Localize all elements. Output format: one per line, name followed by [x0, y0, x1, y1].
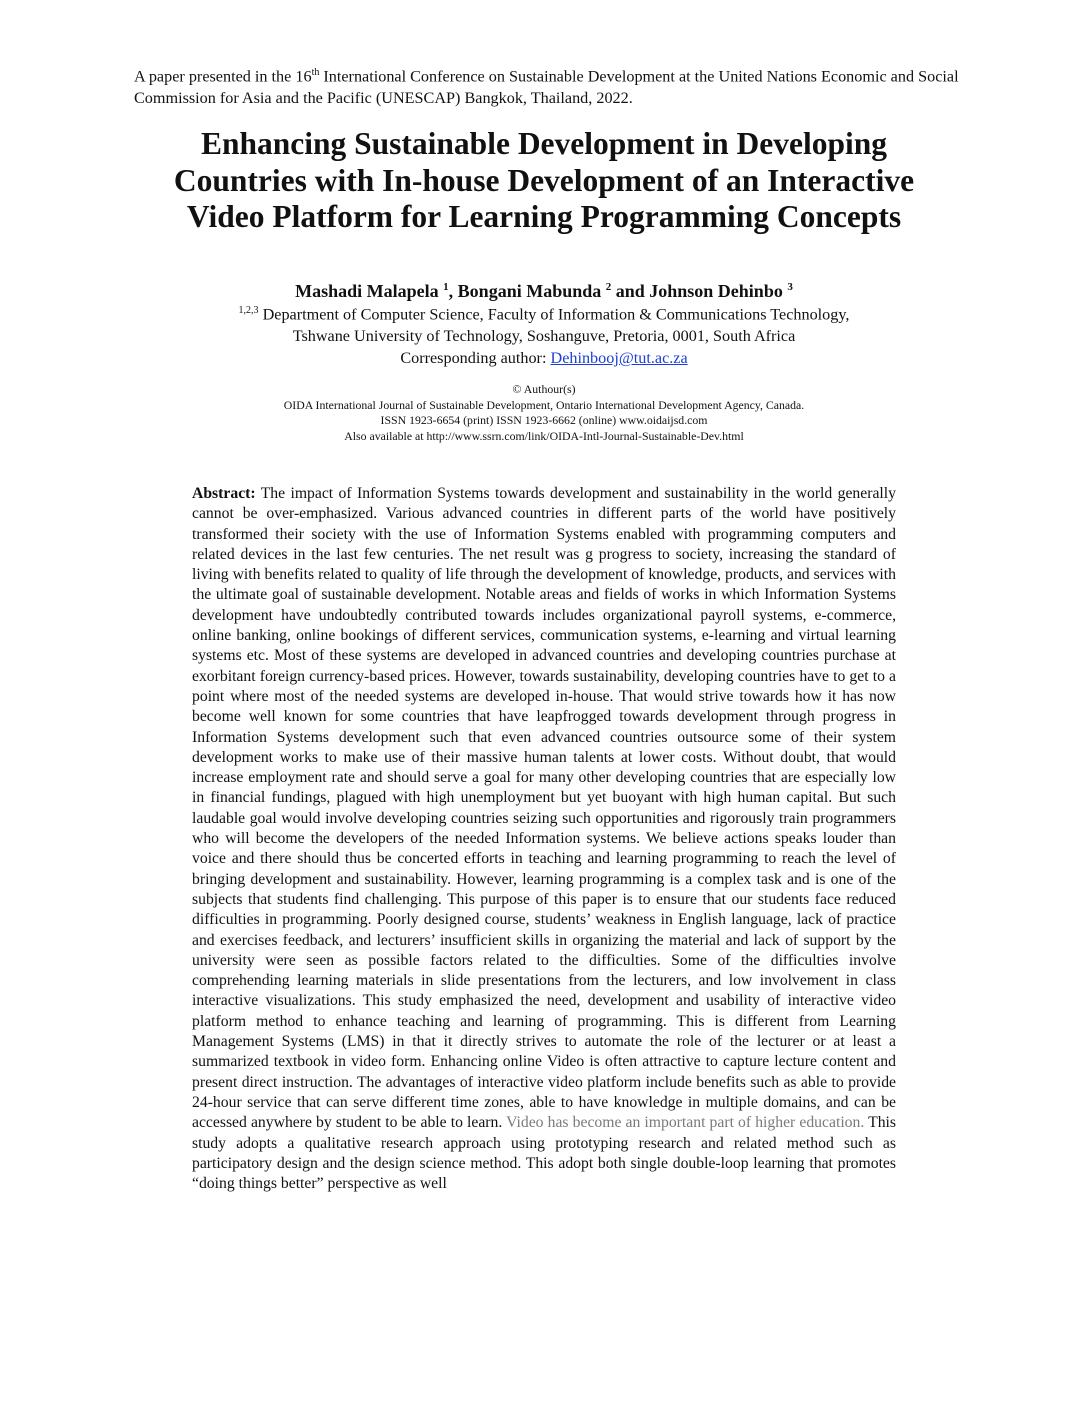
affiliation-marker: 1,2,3 [238, 305, 259, 316]
title-line-2: Countries with In-house Development of an Interactive [173, 162, 915, 198]
corresponding-author [110, 347, 978, 369]
author-separator: and [611, 281, 650, 301]
author-affiliation-marker: 2 [605, 281, 612, 293]
title-line-3: Video Platform for Learning Programming Concepts [186, 199, 902, 234]
abstract-paragraph [192, 484, 896, 1194]
title-line-1: Enhancing Sustainable Development in Developing [200, 126, 888, 161]
journal-name: OIDA International Journal of Sustainable Development, Ontario International Development Agency, Canada. [283, 397, 805, 412]
author-list [110, 276, 978, 302]
copyright-notice: © Authour(s) [512, 382, 576, 396]
conference-note [134, 62, 964, 109]
author-affiliation-marker: 1 [443, 281, 449, 293]
affiliation-line-2: Tshwane University of Technology, Soshanguve, Pretoria, 0001, South Africa [292, 327, 796, 346]
corresponding-author-label: Corresponding author: [400, 349, 551, 368]
corresponding-email-link[interactable]: Dehinbooj@tut.ac.za [550, 349, 688, 368]
author-affiliation-marker: 3 [787, 281, 793, 293]
paper-title [110, 126, 978, 236]
abstract-gray-sentence: Video has become an important part of higher education. [506, 1114, 865, 1132]
copyright-block [110, 382, 978, 445]
conference-note-superscript: th [311, 67, 320, 78]
journal-availability: Also available at http://www.ssrn.com/link/OIDA-Intl-Journal-Sustainable-Dev.html [344, 429, 744, 444]
affiliation-department: Department of Computer Science, Faculty of Information & Communications Technology, [258, 305, 850, 324]
author-name: Bongani Mabunda [457, 281, 602, 301]
abstract-text-continued: This study adopts a qualitative research approach using prototyping research and related method such as participatory design and the design science method. This adopt both single double-loop learning that promotes “doing things better” perspective as well [192, 1114, 897, 1193]
affiliation-line-1 [110, 300, 978, 325]
affiliation-block [110, 300, 978, 369]
conference-note-prefix: A paper presented in the 16 [134, 67, 312, 86]
author-name: Mashadi Malapela [295, 281, 439, 301]
author-separator: , [448, 281, 458, 301]
conference-note-suffix: International Conference on Sustainable Development at the United Nations Economic and Social Commission for Asia and the Pacific (UNESCAP) Bangkok, Thailand, 2022. [134, 67, 959, 108]
abstract-text: The impact of Information Systems towards development and sustainability in the world generally cannot be over-emphasized. Various advanced countries in different parts of the world have positively transformed their society with the use of Information Systems enabled with programming computers and related devices in the last few centuries. The net result was g progress to society, increasing the standard of living with benefits related to quality of life through the development of knowledge, products, and services with the ultimate goal of sustainable development. Notable areas and fields of works in which Information Systems development have undoubtedly contributed towards includes organizational payroll systems, e-commerce, online banking, online bookings of different services, communication systems, e-learning and virtual learning systems etc. Most of these systems are developed in advanced countries and developing countries purchase at exorbitant foreign currency-based prices. However, towards sustainability, developing countries have to get to a point where most of the needed systems are developed in-house. That would strive towards how it has now become well known for some countries that have leapfrogged towards development through progress in Information Systems development such that even advanced countries outsource some of their system development works to make use of their massive human talents at lower costs. Without doubt, that would increase employment rate and should serve a goal for many other developing countries that are especially low in financial fundings, plagued with high unemployment but yet buoyant with high human capital. But such laudable goal would involve developing countries seizing such opportunities and rigorously train programmers who will become the developers of the needed Information systems. We believe actions speaks louder than voice and there should thus be concerted efforts in teaching and learning programming to reach the level of bringing development and sustainability. However, learning programming is a complex task and is one of the subjects that students find challenging. This purpose of this paper is to ensure that our students face reduced difficulties in programming. Poorly designed course, students’ weakness in English language, lack of practice and exercises feedback, and lecturers’ insufficient skills in organizing the material and lack of support by the university were seen as possible factors related to the difficulties. Some of the difficulties involve comprehending learning materials in slide presentations from the lecturers, and low involvement in class interactive visualizations. This study emphasized the need, development and usability of interactive video platform method to enhance teaching and learning of programming. This is different from Learning Management Systems (LMS) in that it directly strives to automate the role of the lecturer or at least a summarized textbook in video form. Enhancing online Video is often attractive to capture lecture content and present direct instruction. The advantages of interactive video platform include benefits such as able to provide 24-hour service that can serve different time zones, able to have knowledge in multiple domains, and can be accessed anywhere by student to be able to learn. [192, 485, 896, 1132]
abstract-label: Abstract: [192, 485, 256, 502]
author-name: Johnson Dehinbo [649, 281, 783, 301]
journal-issn: ISSN 1923-6654 (print) ISSN 1923-6662 (online) www.oidaijsd.com [380, 413, 708, 428]
